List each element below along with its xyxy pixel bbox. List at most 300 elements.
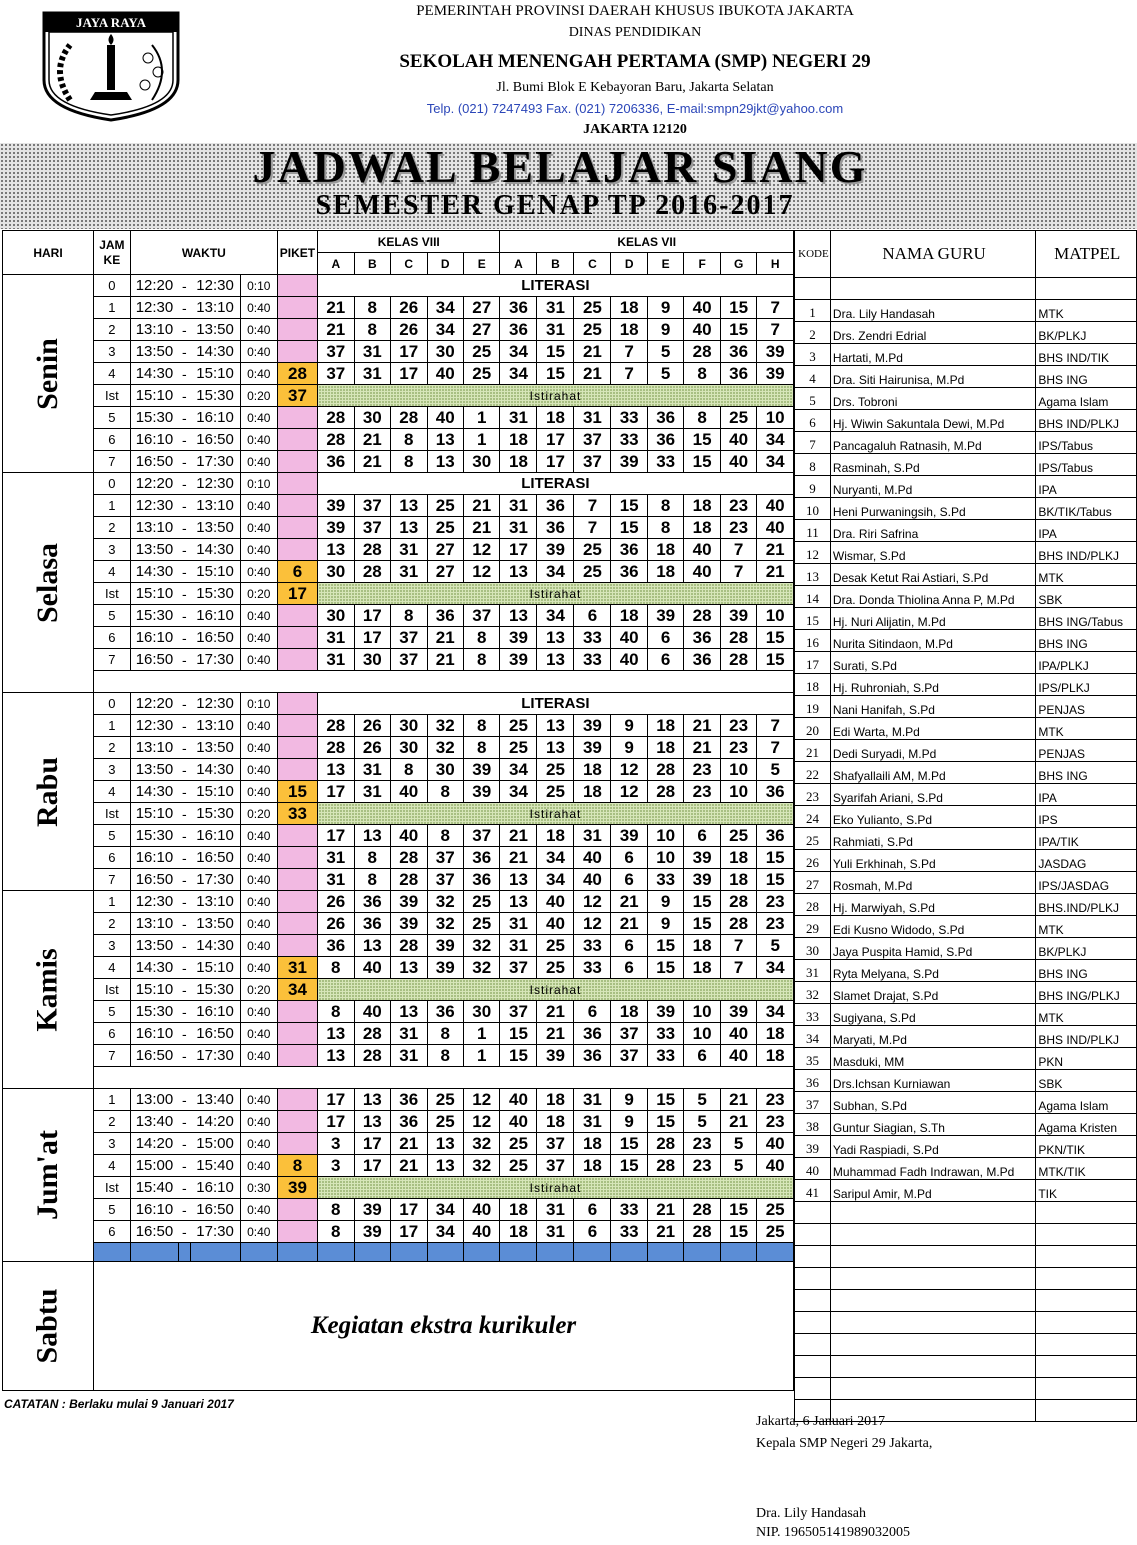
teacher-code-cell: 33	[647, 869, 683, 891]
piket-cell	[277, 319, 317, 341]
piket-cell: 8	[277, 1155, 317, 1177]
teacher-subject: BHS IND/PLKJ	[1036, 1026, 1137, 1048]
teacher-code-cell: 12	[463, 539, 499, 561]
teacher-code-cell: 31	[500, 407, 537, 429]
teacher-subject: IPA/TIK	[1036, 828, 1137, 850]
teacher-code-cell: 10	[720, 781, 756, 803]
teacher-code-cell: 21	[684, 715, 720, 737]
teacher-code-cell: 8	[647, 517, 683, 539]
teacher-code-cell: 37	[427, 847, 463, 869]
teacher-code-cell: 36	[574, 1023, 611, 1045]
time-dash: -	[178, 957, 190, 979]
time-end: 15:30	[191, 385, 241, 407]
piket-cell	[277, 1199, 317, 1221]
teacher-code-cell: 36	[500, 297, 537, 319]
teacher-row	[795, 300, 1137, 322]
teacher-code-cell: 8	[391, 429, 427, 451]
teacher-name: Sugiyana, S.Pd	[830, 1004, 1035, 1026]
teacher-code-cell: 37	[500, 957, 537, 979]
teacher-code: 11	[795, 520, 831, 542]
teacher-code-cell: 33	[611, 429, 647, 451]
teacher-code-cell: 6	[684, 1045, 720, 1067]
time-start: 16:10	[130, 847, 178, 869]
teacher-code-cell: 9	[611, 737, 647, 759]
teacher-blank-cell	[830, 1246, 1035, 1268]
gov-line: PEMERINTAH PROVINSI DAERAH KHUSUS IBUKOTA JAKARTA	[416, 3, 854, 19]
teacher-code-cell: 8	[354, 319, 390, 341]
teacher-code-cell: 23	[720, 517, 756, 539]
time-dash: -	[178, 495, 190, 517]
teacher-code: 2	[795, 322, 831, 344]
teacher-code-cell: 27	[427, 561, 463, 583]
teacher-subject: BK/PLKJ	[1036, 322, 1137, 344]
teacher-code-cell: 40	[500, 1111, 537, 1133]
teacher-code-cell: 21	[537, 1001, 574, 1023]
teacher-code-cell: 36	[574, 1045, 611, 1067]
teacher-code-cell: 28	[318, 737, 354, 759]
teacher-row	[795, 410, 1137, 432]
teacher-subject: IPS/Tabus	[1036, 454, 1137, 476]
piket-cell	[277, 341, 317, 363]
teacher-blank-cell	[830, 1312, 1035, 1334]
teacher-code-cell: 30	[354, 407, 390, 429]
teacher-code-cell: 34	[427, 297, 463, 319]
teacher-code-cell: 13	[500, 891, 537, 913]
teacher-code-cell: 39	[720, 605, 756, 627]
teacher-code-cell: 28	[391, 407, 427, 429]
teacher-code-cell: 39	[647, 605, 683, 627]
teacher-code-cell: 36	[757, 781, 794, 803]
teacher-code-cell: 15	[720, 1221, 756, 1243]
teacher-code-cell: 10	[684, 1023, 720, 1045]
time-dash: -	[178, 1045, 190, 1067]
jam-ke: 2	[94, 913, 131, 935]
teacher-code-cell: 6	[574, 1199, 611, 1221]
teacher-code-cell: 40	[574, 869, 611, 891]
teacher-code-cell: 36	[647, 407, 683, 429]
teacher-code-cell: 7	[757, 715, 794, 737]
teacher-table	[794, 230, 1137, 1422]
teacher-code-cell: 36	[611, 561, 647, 583]
duration: 0:40	[240, 517, 277, 539]
duration: 0:10	[240, 473, 277, 495]
teacher-code-cell: 9	[647, 319, 683, 341]
teacher-code-cell: 13	[427, 1155, 463, 1177]
teacher-code-cell: 28	[647, 1155, 683, 1177]
teacher-code-cell: 28	[647, 759, 683, 781]
time-dash: -	[178, 1001, 190, 1023]
jam-ke: 5	[94, 1001, 131, 1023]
jam-ke: 2	[94, 1111, 131, 1133]
dept-line: DINAS PENDIDIKAN	[568, 25, 702, 40]
teacher-subject: IPA	[1036, 520, 1137, 542]
duration: 0:40	[240, 1089, 277, 1111]
teacher-code-cell: 15	[647, 1089, 683, 1111]
day-name: Selasa	[30, 542, 64, 623]
teacher-code-cell: 13	[318, 1023, 354, 1045]
teacher-blank-cell	[830, 1268, 1035, 1290]
teacher-code-cell: 21	[500, 847, 537, 869]
time-start: 16:10	[130, 1023, 178, 1045]
teacher-code: 4	[795, 366, 831, 388]
teacher-subject: BK/TIK/Tabus	[1036, 498, 1137, 520]
teacher-code-cell: 39	[318, 517, 354, 539]
footer-color-cell	[130, 1243, 178, 1262]
time-start: 15:30	[130, 407, 178, 429]
teacher-row	[795, 674, 1137, 696]
teacher-code-cell: 15	[684, 913, 720, 935]
piket-cell	[277, 1111, 317, 1133]
teacher-code-cell: 8	[427, 1045, 463, 1067]
address-line: Jl. Bumi Blok E Kebayoran Baru, Jakarta Selatan	[496, 80, 774, 95]
teacher-subject: JASDAG	[1036, 850, 1137, 872]
teacher-code-cell: 40	[684, 297, 720, 319]
svg-text:JAYA RAYA: JAYA RAYA	[76, 15, 146, 30]
teacher-code-cell: 8	[318, 1199, 354, 1221]
teacher-code-cell: 37	[574, 451, 611, 473]
teacher-row	[795, 894, 1137, 916]
teacher-code-cell: 26	[391, 297, 427, 319]
jam-ke: 3	[94, 341, 131, 363]
teacher-code-cell: 39	[757, 363, 794, 385]
piket-cell	[277, 1023, 317, 1045]
teacher-blank-cell	[830, 1378, 1035, 1400]
teacher-code-cell: 40	[757, 495, 794, 517]
time-end: 12:30	[191, 275, 241, 297]
teacher-subject: BHS ING	[1036, 366, 1137, 388]
teacher-subject: BHS ING	[1036, 630, 1137, 652]
footer-color-cell	[463, 1243, 499, 1262]
teacher-code-cell: 25	[427, 495, 463, 517]
duration: 0:40	[240, 539, 277, 561]
teacher-subject: BHS ING/Tabus	[1036, 608, 1137, 630]
teacher-code-cell: 17	[318, 1089, 354, 1111]
teacher-subject: SBK	[1036, 1070, 1137, 1092]
teacher-code-cell: 30	[318, 561, 354, 583]
teacher-subject: Agama Islam	[1036, 1092, 1137, 1114]
footer-color-cell	[94, 1243, 131, 1262]
teacher-code-cell: 15	[500, 1023, 537, 1045]
duration: 0:40	[240, 297, 277, 319]
time-dash: -	[178, 385, 190, 407]
teacher-code-cell: 28	[391, 847, 427, 869]
duration: 0:40	[240, 561, 277, 583]
time-start: 12:30	[130, 715, 178, 737]
time-dash: -	[178, 1177, 190, 1199]
teacher-subject: MTK/TIK	[1036, 1158, 1137, 1180]
teacher-code-cell: 17	[318, 781, 354, 803]
teacher-code-cell: 8	[427, 781, 463, 803]
teacher-name: Maryati, M.Pd	[830, 1026, 1035, 1048]
teacher-code-cell: 40	[757, 1133, 794, 1155]
jam-ke: Ist	[94, 385, 131, 407]
teacher-code-cell: 18	[720, 869, 756, 891]
teacher-code-cell: 23	[757, 891, 794, 913]
teacher-code-cell: 37	[354, 517, 390, 539]
teacher-blank-cell	[795, 1356, 831, 1378]
teacher-code-cell: 31	[500, 517, 537, 539]
teacher-code-cell: 8	[354, 297, 390, 319]
teacher-blank-cell	[795, 278, 831, 300]
footer-color-cell	[240, 1243, 277, 1262]
teacher-code-cell: 34	[500, 363, 537, 385]
teacher-code-cell: 7	[611, 363, 647, 385]
time-end: 12:30	[191, 473, 241, 495]
duration: 0:40	[240, 649, 277, 671]
teacher-code-cell: 40	[611, 627, 647, 649]
teacher-code: 18	[795, 674, 831, 696]
teacher-code-cell: 13	[318, 1045, 354, 1067]
teacher-code-cell: 28	[647, 1133, 683, 1155]
piket-cell	[277, 649, 317, 671]
col-waktu: WAKTU	[130, 231, 277, 275]
teacher-code-cell: 31	[391, 1023, 427, 1045]
teacher-code-cell: 37	[537, 1133, 574, 1155]
teacher-code: 29	[795, 916, 831, 938]
duration: 0:40	[240, 429, 277, 451]
teacher-row	[795, 762, 1137, 784]
jam-ke: Ist	[94, 979, 131, 1001]
teacher-subject: PENJAS	[1036, 696, 1137, 718]
time-end: 15:30	[191, 979, 241, 1001]
teacher-code-cell: 36	[720, 341, 756, 363]
teacher-subject: BHS.IND/PLKJ	[1036, 894, 1137, 916]
teacher-code-cell: 40	[463, 1221, 499, 1243]
teacher-code-cell: 8	[463, 649, 499, 671]
teacher-code-cell: 6	[611, 847, 647, 869]
teacher-code-cell: 6	[611, 869, 647, 891]
teacher-row	[795, 498, 1137, 520]
teacher-row	[795, 916, 1137, 938]
teacher-code-cell: 12	[574, 913, 611, 935]
time-dash: -	[178, 297, 190, 319]
teacher-code: 13	[795, 564, 831, 586]
time-dash: -	[178, 451, 190, 473]
teacher-code-cell: 9	[611, 715, 647, 737]
teacher-code-cell: 23	[720, 495, 756, 517]
teacher-name: Drs. Zendri Edrial	[830, 322, 1035, 344]
teacher-code-cell: 36	[720, 363, 756, 385]
teacher-code-cell: 18	[537, 1111, 574, 1133]
teacher-code: 33	[795, 1004, 831, 1026]
piket-cell: 17	[277, 583, 317, 605]
teacher-name: Pancagaluh Ratnasih, M.Pd	[830, 432, 1035, 454]
time-end: 16:10	[191, 825, 241, 847]
teacher-code-cell: 39	[611, 825, 647, 847]
teacher-name: Jaya Puspita Hamid, S.Pd	[830, 938, 1035, 960]
teacher-blank-cell	[830, 278, 1035, 300]
teacher-code-cell: 17	[391, 363, 427, 385]
jam-ke: 7	[94, 649, 131, 671]
jam-ke: 5	[94, 825, 131, 847]
teacher-code-cell: 36	[537, 517, 574, 539]
sabtu-activity: Kegiatan ekstra kurikuler	[94, 1262, 794, 1391]
time-end: 13:40	[191, 1089, 241, 1111]
time-start: 13:50	[130, 341, 178, 363]
teacher-name: Eko Yulianto, S.Pd	[830, 806, 1035, 828]
jam-ke: 4	[94, 781, 131, 803]
duration: 0:40	[240, 913, 277, 935]
duration: 0:40	[240, 319, 277, 341]
teacher-blank-cell	[830, 1224, 1035, 1246]
time-end: 17:30	[191, 451, 241, 473]
teacher-code-cell: 37	[574, 429, 611, 451]
teacher-row	[795, 432, 1137, 454]
time-start: 13:40	[130, 1111, 178, 1133]
time-end: 13:50	[191, 737, 241, 759]
time-end: 17:30	[191, 869, 241, 891]
istirahat-band: Istirahat	[318, 979, 794, 1001]
teacher-row	[795, 322, 1137, 344]
piket-cell	[277, 825, 317, 847]
teacher-code-cell: 31	[318, 649, 354, 671]
teacher-code-cell: 36	[391, 1111, 427, 1133]
jam-ke: Ist	[94, 803, 131, 825]
time-end: 17:30	[191, 1045, 241, 1067]
teacher-row	[795, 960, 1137, 982]
duration: 0:20	[240, 583, 277, 605]
teacher-code-cell: 39	[391, 913, 427, 935]
footer-color-cell	[537, 1243, 574, 1262]
footer-color-cell	[427, 1243, 463, 1262]
time-start: 16:50	[130, 869, 178, 891]
time-dash: -	[178, 627, 190, 649]
duration: 0:40	[240, 627, 277, 649]
duration: 0:40	[240, 847, 277, 869]
duration: 0:40	[240, 495, 277, 517]
teacher-row	[795, 344, 1137, 366]
teacher-code-cell: 28	[720, 649, 756, 671]
teacher-code-cell: 13	[537, 737, 574, 759]
teacher-code-cell: 12	[463, 561, 499, 583]
teacher-code-cell: 37	[427, 869, 463, 891]
time-dash: -	[178, 1155, 190, 1177]
piket-cell	[277, 451, 317, 473]
teacher-code-cell: 13	[391, 957, 427, 979]
teacher-code-cell: 7	[720, 539, 756, 561]
teacher-code-cell: 15	[611, 1133, 647, 1155]
day-name: Jum'at	[31, 1130, 64, 1220]
time-end: 13:50	[191, 913, 241, 935]
teacher-code-cell: 8	[427, 825, 463, 847]
jam-ke: Ist	[94, 1177, 131, 1199]
time-start: 12:30	[130, 297, 178, 319]
city-line: JAKARTA 12120	[583, 122, 687, 137]
teacher-name: Subhan, S.Pd	[830, 1092, 1035, 1114]
class-header: F	[684, 253, 720, 275]
teacher-row	[795, 1092, 1137, 1114]
teacher-code-cell: 9	[647, 891, 683, 913]
teacher-subject: Agama Kristen	[1036, 1114, 1137, 1136]
teacher-subject: PKN	[1036, 1048, 1137, 1070]
teacher-code-cell: 34	[427, 1199, 463, 1221]
time-start: 16:10	[130, 627, 178, 649]
piket-cell	[277, 693, 317, 715]
piket-cell	[277, 539, 317, 561]
duration: 0:40	[240, 407, 277, 429]
teacher-blank-cell	[795, 1378, 831, 1400]
teacher-code-cell: 15	[611, 517, 647, 539]
teacher-code-cell: 18	[720, 847, 756, 869]
teacher-code-cell: 30	[391, 715, 427, 737]
teacher-code-cell: 17	[391, 1199, 427, 1221]
teacher-code-cell: 3	[318, 1133, 354, 1155]
teacher-subject: BHS ING/PLKJ	[1036, 982, 1137, 1004]
col-kelas-viii: KELAS VIII	[318, 231, 500, 253]
jam-ke: 1	[94, 891, 131, 913]
teacher-code-cell: 25	[537, 781, 574, 803]
time-dash: -	[178, 935, 190, 957]
teacher-code-cell: 25	[537, 759, 574, 781]
teacher-code-cell: 23	[684, 759, 720, 781]
duration: 0:40	[240, 781, 277, 803]
teacher-code-cell: 37	[611, 1023, 647, 1045]
teacher-code-cell: 6	[647, 649, 683, 671]
teacher-code: 25	[795, 828, 831, 850]
jam-ke: 4	[94, 1155, 131, 1177]
teacher-code-cell: 31	[537, 319, 574, 341]
teacher-subject: IPA	[1036, 784, 1137, 806]
piket-cell: 15	[277, 781, 317, 803]
teacher-code-cell: 37	[318, 341, 354, 363]
teacher-code-cell: 36	[463, 869, 499, 891]
teacher-code-cell: 13	[500, 561, 537, 583]
teacher-name: Dedi Suryadi, M.Pd	[830, 740, 1035, 762]
teacher-code-cell: 34	[427, 319, 463, 341]
teacher-code-cell: 25	[500, 1155, 537, 1177]
teacher-code-cell: 31	[500, 495, 537, 517]
teacher-subject: BK/PLKJ	[1036, 938, 1137, 960]
teacher-code-cell: 1	[463, 429, 499, 451]
time-dash: -	[178, 825, 190, 847]
teacher-code-cell: 28	[354, 1045, 390, 1067]
teacher-code: 19	[795, 696, 831, 718]
literasi-label: LITERASI	[500, 473, 611, 495]
schedule-table	[2, 230, 794, 1391]
teacher-code-cell: 21	[391, 1155, 427, 1177]
time-start: 15:40	[130, 1177, 178, 1199]
teacher-code-cell: 15	[611, 1155, 647, 1177]
contact-line: Telp. (021) 7247493 Fax. (021) 7206336, E-mail:smpn29jkt@yahoo.com	[426, 101, 844, 116]
teacher-code-cell: 34	[537, 869, 574, 891]
teacher-code: 23	[795, 784, 831, 806]
footer-color-cell	[611, 1243, 647, 1262]
teacher-code-cell: 5	[757, 759, 794, 781]
teacher-code: 41	[795, 1180, 831, 1202]
teacher-name: Heni Purwaningsih, S.Pd	[830, 498, 1035, 520]
teacher-code-cell: 27	[427, 539, 463, 561]
teacher-code-cell: 40	[611, 649, 647, 671]
time-start: 13:10	[130, 913, 178, 935]
literasi-gap	[611, 693, 794, 715]
teacher-code-cell: 9	[647, 297, 683, 319]
teacher-code-cell: 39	[427, 935, 463, 957]
teacher-code-cell: 1	[463, 1023, 499, 1045]
teacher-code-cell: 10	[647, 847, 683, 869]
teacher-code-cell: 39	[391, 891, 427, 913]
teacher-code-cell: 37	[391, 649, 427, 671]
jam-ke: Ist	[94, 583, 131, 605]
piket-cell	[277, 517, 317, 539]
teacher-code-cell: 8	[391, 451, 427, 473]
teacher-name: Syarifah Ariani, S.Pd	[830, 784, 1035, 806]
duration: 0:40	[240, 869, 277, 891]
piket-cell: 33	[277, 803, 317, 825]
teacher-code-cell: 6	[684, 825, 720, 847]
teacher-blank-cell	[830, 1356, 1035, 1378]
teacher-row	[795, 1048, 1137, 1070]
teacher-code-cell: 27	[463, 297, 499, 319]
